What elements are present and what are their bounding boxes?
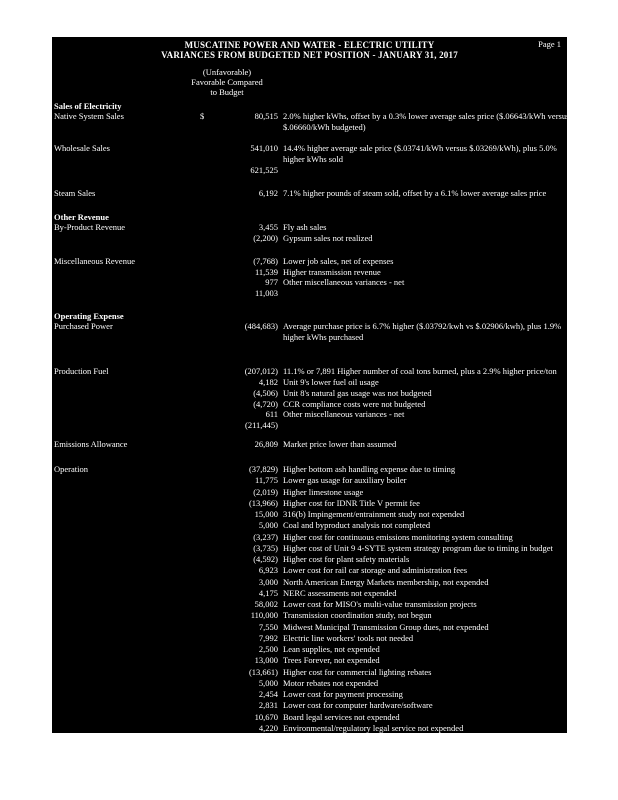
table-row <box>52 188 567 199</box>
column-heading-line1: (Unfavorable) <box>202 67 252 77</box>
table-row <box>52 667 567 678</box>
variance-amount: 11,539 <box>254 267 278 277</box>
variance-amount: 11,003 <box>254 288 278 298</box>
table-row <box>52 288 567 299</box>
row-label: Steam Sales <box>54 188 96 198</box>
variance-amount: 3,455 <box>258 222 278 232</box>
table-row <box>52 599 567 610</box>
variance-explanation: Lower gas usage for auxiliary boiler <box>283 475 407 485</box>
table-row <box>52 588 567 599</box>
variance-amount: 13,000 <box>254 655 278 665</box>
variance-explanation: Higher cost for continuous emissions monitoring system consulting <box>283 532 513 542</box>
table-row <box>52 233 567 244</box>
variance-explanation: Midwest Municipal Transmission Group dues, not expended <box>283 622 489 632</box>
variance-explanation: Transmission/reliability standards attorney not expended <box>283 734 476 744</box>
variance-amount: 2,831 <box>258 700 278 710</box>
table-row <box>52 543 567 554</box>
row-label: Wholesale Sales <box>54 143 110 153</box>
variance-amount: 58,002 <box>254 599 278 609</box>
table-row <box>52 439 567 450</box>
table-row <box>52 700 567 711</box>
variance-explanation: Higher limestone usage <box>283 487 364 497</box>
variance-amount: 541,010 <box>250 143 278 153</box>
table-row <box>52 712 567 723</box>
report-title-line1: MUSCATINE POWER AND WATER - ELECTRIC UTILITY <box>184 40 435 50</box>
variance-explanation: Other miscellaneous variances - net <box>283 277 405 287</box>
variance-explanation: $.06660/kWh budgeted) <box>283 122 366 132</box>
variance-amount: (2,019) <box>253 487 278 497</box>
variance-amount: 5,000 <box>258 678 278 688</box>
table-row <box>52 111 570 122</box>
variance-amount: 7,550 <box>258 622 278 632</box>
table-row <box>52 122 567 133</box>
table-row <box>52 610 567 621</box>
variance-explanation: 2.0% higher kWhs, offset by a 0.3% lower average sales price ($.06643/kWh versus <box>283 111 570 121</box>
table-row <box>52 420 567 431</box>
row-label: Operation <box>54 464 88 474</box>
table-row <box>52 498 567 509</box>
variance-explanation: Trees Forever, not expended <box>283 655 380 665</box>
variance-explanation: Electric line workers' tools not needed <box>283 633 414 643</box>
variance-explanation: 14.4% higher average sale price ($.03741/kWh versus $.03269/kWh), plus 5.0% <box>283 143 557 153</box>
table-row <box>52 277 567 288</box>
variance-explanation: Lower cost for computer hardware/software <box>283 700 433 710</box>
variance-explanation: 11.1% or 7,891 Higher number of coal tons burned, plus a 2.9% higher price/ton <box>283 366 557 376</box>
row-label: Operating Expense <box>54 311 124 321</box>
variance-amount: 4,220 <box>258 723 278 733</box>
table-row <box>52 165 567 176</box>
variance-amount: 26,809 <box>254 439 278 449</box>
variance-amount: (207,012) <box>244 366 278 376</box>
table-row <box>52 143 567 154</box>
variance-explanation: 316(b) Impingement/entrainment study not expended <box>283 509 465 519</box>
variance-explanation: Gypsum sales not realized <box>283 233 373 243</box>
variance-amount: (2,200) <box>253 233 278 243</box>
variance-amount: 977 <box>265 277 278 287</box>
variance-amount: 11,775 <box>254 475 278 485</box>
variance-amount: (4,506) <box>253 388 278 398</box>
variance-amount: 6,923 <box>258 565 278 575</box>
variance-explanation: higher kWhs purchased <box>283 332 364 342</box>
variance-explanation: Higher cost of Unit 9 4-SYTE system strategy program due to timing in budget <box>283 543 553 553</box>
variance-report-page <box>52 37 570 744</box>
variance-amount: 4,182 <box>258 377 278 387</box>
column-heading-line3: to Budget <box>210 87 244 97</box>
variance-explanation: Lean supplies, not expended <box>283 644 380 654</box>
variance-amount: 4,175 <box>258 588 278 598</box>
variance-amount: 2,000 <box>258 734 278 744</box>
variance-amount: 10,670 <box>254 712 278 722</box>
table-row <box>52 633 567 644</box>
variance-amount: 5,000 <box>258 520 278 530</box>
variance-amount: 2,454 <box>258 689 278 699</box>
row-label: Sales of Electricity <box>54 101 122 111</box>
variance-explanation: Other miscellaneous variances - net <box>283 409 405 419</box>
variance-amount: 621,525 <box>250 165 278 175</box>
variance-explanation: Higher bottom ash handling expense due to timing <box>283 464 456 474</box>
variance-explanation: Board legal services not expended <box>283 712 400 722</box>
variance-amount: (211,445) <box>245 420 278 430</box>
variance-explanation: Lower cost for payment processing <box>283 689 403 699</box>
variance-explanation: NERC assessments not expended <box>283 588 397 598</box>
table-row <box>52 409 567 420</box>
column-heading-line2: Favorable Compared <box>191 77 263 87</box>
row-label: Miscellaneous Revenue <box>54 256 135 266</box>
variance-amount: (7,768) <box>253 256 278 266</box>
variance-explanation: Market price lower than assumed <box>283 439 397 449</box>
variance-explanation: Higher transmission revenue <box>283 267 381 277</box>
variance-explanation: Transmission coordination study, not begun <box>283 610 432 620</box>
table-row <box>52 509 567 520</box>
table-row <box>52 723 567 734</box>
table-row <box>52 520 567 531</box>
variance-amount: 15,000 <box>254 509 278 519</box>
variance-explanation: Higher cost for IDNR Title V permit fee <box>283 498 420 508</box>
table-row <box>52 321 567 332</box>
table-row <box>52 256 567 267</box>
table-row <box>52 475 567 486</box>
variance-amount: (4,720) <box>253 399 278 409</box>
variance-amount: 110,000 <box>250 610 278 620</box>
variance-explanation: North American Energy Markets membership, not expended <box>283 577 489 587</box>
table-row <box>52 154 567 165</box>
variance-explanation: Motor rebates not expended <box>283 678 379 688</box>
variance-amount: 80,515 <box>254 111 278 121</box>
variance-explanation: Lower job sales, net of expenses <box>283 256 394 266</box>
table-row <box>52 222 567 233</box>
table-row <box>52 734 567 745</box>
variance-amount: 6,192 <box>258 188 278 198</box>
variance-explanation: 7.1% higher pounds of steam sold, offset by a 6.1% lower average sales price <box>283 188 547 198</box>
variance-amount: 611 <box>265 409 278 419</box>
variance-explanation: Fly ash sales <box>283 222 327 232</box>
row-label: Purchased Power <box>54 321 113 331</box>
row-label: Production Fuel <box>54 366 109 376</box>
table-row <box>52 689 567 700</box>
variance-amount: (3,735) <box>253 543 278 553</box>
currency-symbol: $ <box>200 111 205 121</box>
table-row <box>52 554 567 565</box>
table-row <box>52 622 567 633</box>
variance-explanation: Higher cost for plant safety materials <box>283 554 410 564</box>
row-label: Emissions Allowance <box>54 439 128 449</box>
variance-amount: (4,592) <box>253 554 278 564</box>
row-label: Native System Sales <box>54 111 124 121</box>
table-row <box>52 464 567 475</box>
variance-amount: (484,683) <box>244 321 278 331</box>
table-row <box>52 655 567 666</box>
table-row <box>52 532 567 543</box>
table-row <box>52 577 567 588</box>
variance-explanation: Coal and byproduct analysis not completed <box>283 520 431 530</box>
variance-explanation: Average purchase price is 6.7% higher ($.03792/kwh vs $.02906/kwh), plus 1.9% <box>283 321 562 331</box>
variance-amount: 3,000 <box>258 577 278 587</box>
table-row <box>52 366 567 377</box>
page-number: Page 1 <box>538 39 561 49</box>
variance-amount: (37,829) <box>248 464 278 474</box>
row-label: Other Revenue <box>54 212 109 222</box>
variance-explanation: Higher cost for commercial lighting rebates <box>283 667 432 677</box>
variance-amount: 2,500 <box>258 644 278 654</box>
table-row <box>52 377 567 388</box>
row-label: By-Product Revenue <box>54 222 126 232</box>
variance-explanation: Lower cost for MISO's multi-value transmission projects <box>283 599 477 609</box>
variance-amount: (13,966) <box>248 498 278 508</box>
variance-explanation: Lower cost for rail car storage and administration fees <box>283 565 468 575</box>
table-row <box>52 332 567 343</box>
variance-explanation: CCR compliance costs were not budgeted <box>283 399 426 409</box>
report-title-line2: VARIANCES FROM BUDGETED NET POSITION - JANUARY 31, 2017 <box>161 50 458 60</box>
variance-amount: (13,661) <box>248 667 278 677</box>
variance-explanation: Unit 9's lower fuel oil usage <box>283 377 379 387</box>
variance-explanation: higher kWhs sold <box>283 154 343 164</box>
variance-explanation: Unit 8's natural gas usage was not budgeted <box>283 388 432 398</box>
table-row <box>52 678 567 689</box>
variance-explanation: Environmental/regulatory legal service not expended <box>283 723 464 733</box>
variance-amount: (3,237) <box>253 532 278 542</box>
variance-amount: 7,992 <box>258 633 278 643</box>
table-row <box>52 644 567 655</box>
table-row <box>52 565 567 576</box>
table-row <box>52 487 567 498</box>
table-row <box>52 388 567 399</box>
